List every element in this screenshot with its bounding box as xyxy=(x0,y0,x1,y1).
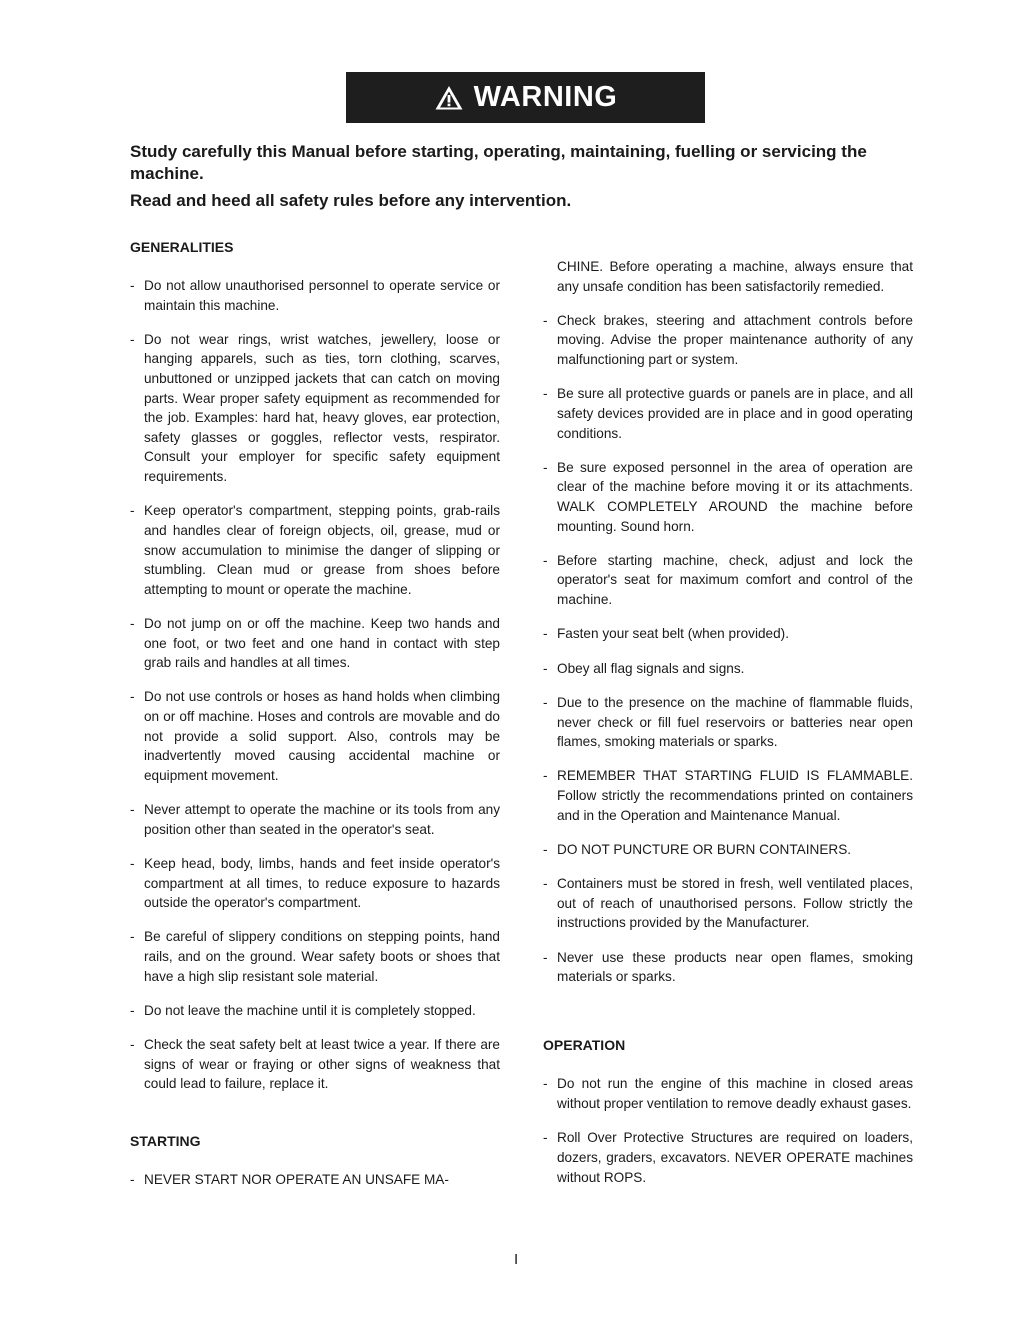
list-item: - Do not allow unauthorised personnel to operate service or maintain this machine. xyxy=(130,276,500,315)
intro-text xyxy=(130,141,920,212)
left-column xyxy=(130,237,500,1204)
operation-heading: OPERATION xyxy=(543,1037,626,1054)
warning-triangle-icon xyxy=(434,84,464,111)
list-item: - Due to the presence on the machine of flammable fluids, never check or fill fuel reservoirs or batteries near open flames, smoking materials or sparks. xyxy=(543,693,913,752)
list-item: - Be sure all protective guards or panels are in place, and all safety devices provided are in place and in good operating conditions. xyxy=(543,384,913,443)
list-item: - REMEMBER THAT STARTING FLUID IS FLAMMABLE. Follow strictly the recommendations printed on containers and in the Operation and Maintenance Manual. xyxy=(543,766,913,825)
intro-line-1: Study carefully this Manual before starting, operating, maintaining, fuelling or servicing the machine. xyxy=(130,142,867,183)
list-item: - Do not run the engine of this machine in closed areas without proper ventilation to remove deadly exhaust gases. xyxy=(543,1074,913,1113)
list-item: - Do not jump on or off the machine. Keep two hands and one foot, or two feet and one hand in contact with step grab rails and handles at all times. xyxy=(130,614,500,673)
list-item: - Containers must be stored in fresh, well ventilated places, out of reach of unauthorised persons. Follow strictly the instructions provided by the Manufacturer. xyxy=(543,874,913,933)
starting-list-part1 xyxy=(130,1170,500,1190)
list-item: - Do not use controls or hoses as hand holds when climbing on or off machine. Hoses and controls are movable and do not provide a solid support. Also, controls may be inadvertently moved causing accidental machine or equipment movement. xyxy=(130,687,500,785)
list-item: - Roll Over Protective Structures are required on loaders, dozers, graders, excavators. NEVER OPERATE machines without ROPS. xyxy=(543,1128,913,1187)
generalities-heading: GENERALITIES xyxy=(130,239,234,255)
list-item: - Fasten your seat belt (when provided). xyxy=(543,624,913,644)
list-item: - Check brakes, steering and attachment controls before moving. Advise the proper maintenance authority of any malfunctioning part or system. xyxy=(543,311,913,370)
list-item: - Do not leave the machine until it is completely stopped. xyxy=(130,1001,500,1021)
list-item: - Do not wear rings, wrist watches, jewellery, loose or hanging apparels, such as ties, torn clothing, scarves, unbuttoned or unzipped jackets that can catch on moving parts. Wear proper safety equipment as recommended for the job. Examples: hard hat, heavy gloves, ear protection, safety glasses or goggles, reflector vests, respirator. Consult your employer for specific safety equipment requirements. xyxy=(130,330,500,487)
list-item: - Before starting machine, check, adjust and lock the operator's seat for maximum comfort and control of the machine. xyxy=(543,551,913,610)
operation-list xyxy=(543,1074,913,1187)
list-item: - Never attempt to operate the machine or its tools from any position other than seated in the operator's seat. xyxy=(130,800,500,839)
generalities-list xyxy=(130,276,500,1094)
list-item: - Keep head, body, limbs, hands and feet inside operator's compartment at all times, to reduce exposure to hazards outside the operator's compartment. xyxy=(130,854,500,913)
starting-list-part2 xyxy=(543,257,913,987)
list-item: - NEVER START NOR OPERATE AN UNSAFE MA- xyxy=(130,1170,500,1190)
warning-banner xyxy=(346,72,705,123)
list-item: - Check the seat safety belt at least twice a year. If there are signs of wear or fraying or other signs of weakness that could lead to failure, replace it. xyxy=(130,1035,500,1094)
list-item: - Be careful of slippery conditions on stepping points, hand rails, and on the ground. Wear safety boots or shoes that have a high slip resistant sole material. xyxy=(130,927,500,986)
warning-title: WARNING xyxy=(473,81,618,113)
list-item: - Keep operator's compartment, stepping points, grab-rails and handles clear of foreign objects, oil, grease, mud or snow accumulation to minimise the danger of slipping or stumbling. Clean mud or grease from shoes before attempting to mount or operate the machine. xyxy=(130,501,500,599)
list-item: - Be sure exposed personnel in the area of operation are clear of the machine before moving it or its attachments. WALK COMPLETELY AROUND the machine before mounting. Sound horn. xyxy=(543,458,913,536)
list-item: - Obey all flag signals and signs. xyxy=(543,659,913,679)
list-item-continued: CHINE. Before operating a machine, always ensure that any unsafe condition has been satisfactorily remedied. xyxy=(557,259,913,294)
list-item: - Never use these products near open flames, smoking materials or sparks. xyxy=(543,948,913,987)
intro-line-2: Read and heed all safety rules before any intervention. xyxy=(130,191,572,210)
right-column xyxy=(543,257,913,1202)
page-number: I xyxy=(514,1251,519,1268)
starting-heading: STARTING xyxy=(130,1132,201,1149)
list-item: - DO NOT PUNCTURE OR BURN CONTAINERS. xyxy=(543,840,913,860)
